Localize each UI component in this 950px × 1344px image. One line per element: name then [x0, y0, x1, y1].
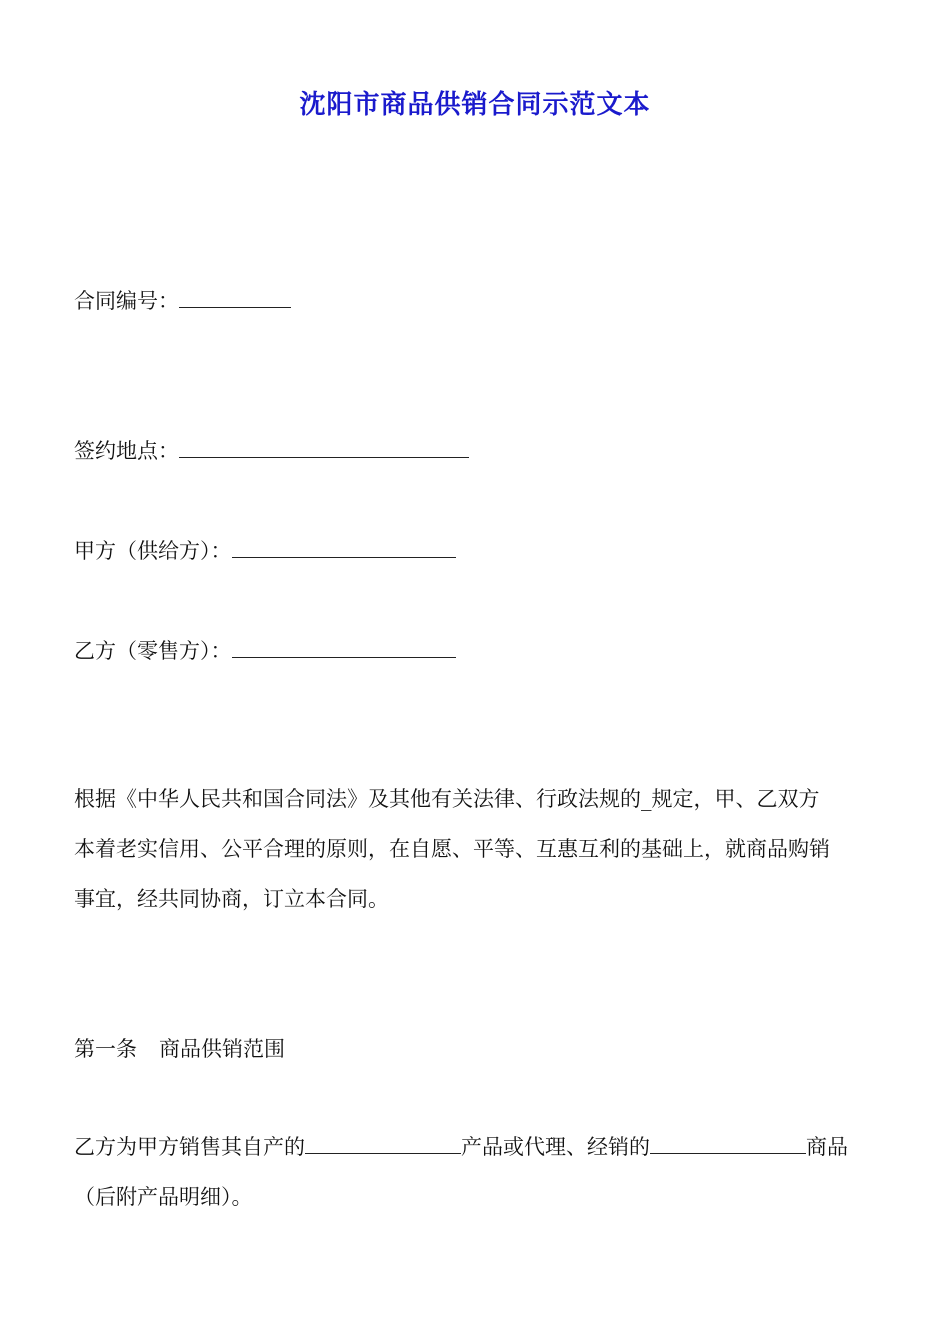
party-a-row: [74, 536, 456, 566]
preamble-line: 根据《中华人民共和国合同法》及其他有关法律、行政法规的_规定，甲、乙双方: [74, 787, 820, 811]
article-text: 商品: [806, 1135, 848, 1159]
article-text: （后附产品明细）。: [74, 1185, 253, 1209]
article-text: 产品或代理、经销的: [461, 1135, 650, 1159]
article-number: 第一条: [74, 1037, 137, 1061]
article-1-line-1: [74, 1132, 848, 1162]
agency-product-blank[interactable]: [650, 1133, 806, 1154]
preamble-line: 事宜，经共同协商，订立本合同。: [74, 887, 389, 911]
sign-place-row: [74, 436, 469, 466]
party-b-label: 乙方（零售方）：: [74, 639, 232, 663]
party-b-blank[interactable]: [232, 637, 456, 658]
own-product-blank[interactable]: [305, 1133, 461, 1154]
article-1-heading: [74, 1034, 285, 1064]
party-b-row: [74, 636, 456, 666]
article-heading: 商品供销范围: [159, 1037, 285, 1061]
sign-place-label: 签约地点：: [74, 439, 179, 463]
party-a-label: 甲方（供给方）：: [74, 539, 232, 563]
preamble-paragraph: [74, 774, 878, 924]
article-1-line-2: [74, 1182, 253, 1212]
contract-number-row: [74, 286, 291, 316]
article-text: 乙方为甲方销售其自产的: [74, 1135, 305, 1159]
document-title: 沈阳市商品供销合同示范文本: [299, 90, 651, 120]
preamble-line: 本着老实信用、公平合理的原则，在自愿、平等、互惠互利的基础上，就商品购销: [74, 837, 830, 861]
contract-number-label: 合同编号：: [74, 289, 179, 313]
contract-number-blank[interactable]: [179, 287, 291, 308]
sign-place-blank[interactable]: [179, 437, 469, 458]
party-a-blank[interactable]: [232, 537, 456, 558]
